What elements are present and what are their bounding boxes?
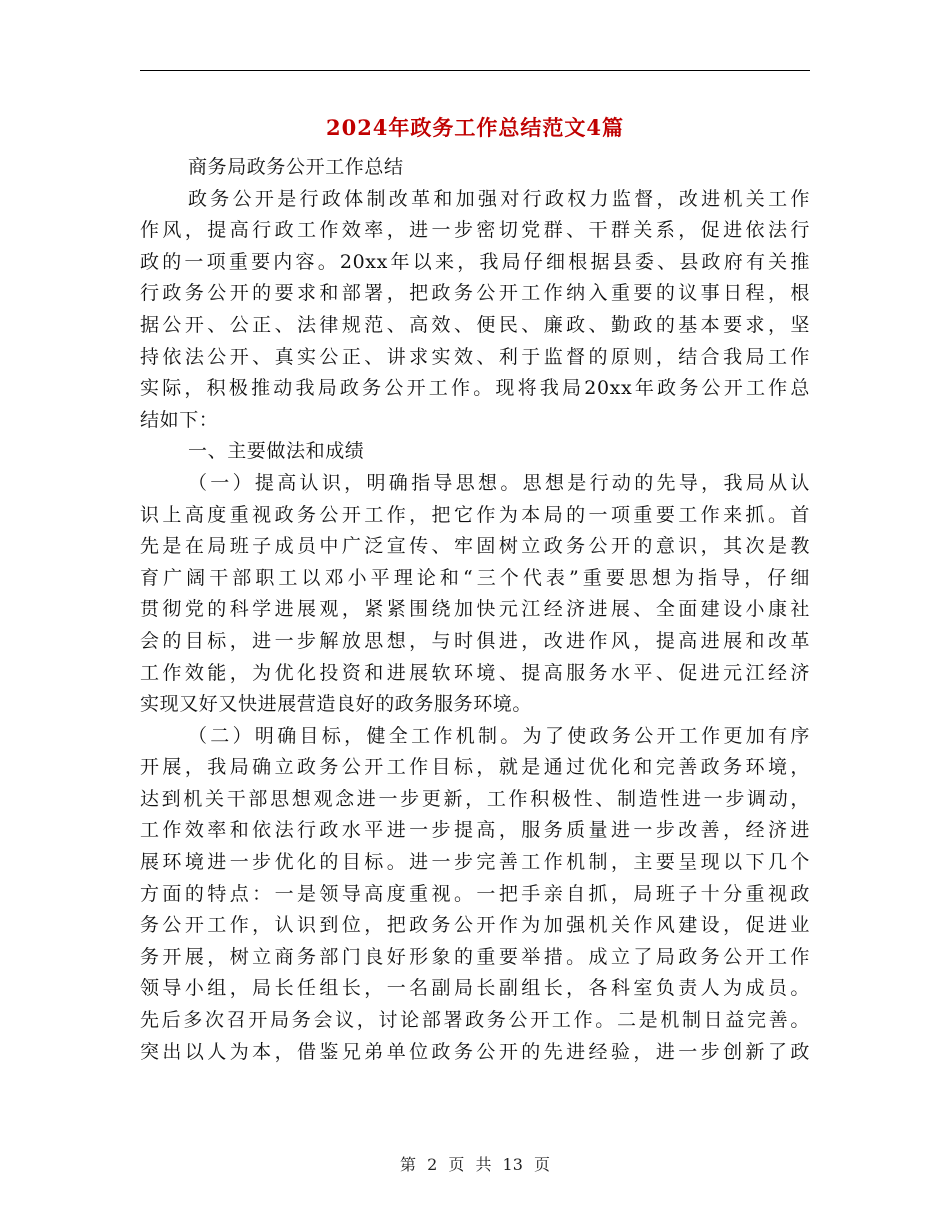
text-line: 据公开、公正、法律规范、高效、便民、廉政、勤政的基本要求，坚	[140, 313, 810, 336]
text-line: 政的一项重要内容。20xx年以来，我局仔细根据县委、县政府有关推	[140, 250, 810, 273]
text-line: 商务局政务公开工作总结	[188, 156, 404, 178]
text-line: 实际，积极推动我局政务公开工作。现将我局20xx年政务公开工作总	[140, 377, 810, 400]
text-line: 突出以人为本，借鉴兄弟单位政务公开的先进经验，进一步创新了政	[140, 1040, 810, 1063]
text-line: 先后多次召开局务会议，讨论部署政务公开工作。二是机制日益完善。	[140, 1009, 810, 1032]
text-line: 达到机关干部思想观念进一步更新，工作积极性、制造性进一步调动，	[140, 787, 810, 810]
text-line: （二）明确目标，健全工作机制。为了使政务公开工作更加有序	[188, 724, 810, 747]
text-line: 结如下：	[140, 408, 219, 431]
text-line: 行政务公开的要求和部署，把政务公开工作纳入重要的议事日程，根	[140, 282, 810, 305]
text-line: 务开展，树立商务部门良好形象的重要举措。成立了局政务公开工作	[140, 945, 810, 968]
text-line: （一）提高认识，明确指导思想。思想是行动的先导，我局从认	[188, 471, 810, 494]
text-line: 会的目标，进一步解放思想，与时俱进，改进作风，提高进展和改革	[140, 629, 810, 652]
text-line: 识上高度重视政务公开工作，把它作为本局的一项重要工作来抓。首	[140, 503, 810, 526]
text-line: 工作效能，为优化投资和进展软环境、提高服务水平、促进元江经济	[140, 661, 810, 684]
text-line: 工作效率和依法行政水平进一步提高，服务质量进一步改善，经济进	[140, 819, 810, 842]
text-line: 开展，我局确立政务公开工作目标，就是通过优化和完善政务环境，	[140, 756, 810, 779]
text-line: 实现又好又快进展营造良好的政务服务环境。	[140, 693, 533, 716]
document-body	[140, 152, 810, 1068]
header-rule	[140, 70, 810, 71]
text-line: 政务公开是行政体制改革和加强对行政权力监督，改进机关工作	[188, 187, 810, 210]
document-title: 2024年政务工作总结范文4篇	[325, 115, 625, 140]
text-line: 先是在局班子成员中广泛宣传、牢固树立政务公开的意识，其次是教	[140, 535, 810, 558]
text-line: 展环境进一步优化的目标。进一步完善工作机制，主要呈现以下几个	[140, 851, 810, 874]
text-line: 育广阔干部职工以邓小平理论和“三个代表”重要思想为指导，仔细	[140, 566, 810, 589]
text-line: 方面的特点：一是领导高度重视。一把手亲自抓，局班子十分重视政	[140, 882, 810, 905]
page-footer: 第 2 页 共 13 页	[400, 1155, 550, 1174]
text-line: 领导小组，局长任组长，一名副局长副组长，各科室负责人为成员。	[140, 977, 810, 1000]
text-line: 一、主要做法和成绩	[188, 440, 365, 463]
text-line: 务公开工作，认识到位，把政务公开作为加强机关作风建设，促进业	[140, 914, 810, 937]
text-line: 持依法公开、真实公正、讲求实效、利于监督的原则，结合我局工作	[140, 345, 810, 368]
text-line: 作风，提高行政工作效率，进一步密切党群、干群关系，促进依法行	[140, 219, 810, 242]
text-line: 贯彻党的科学进展观，紧紧围绕加快元江经济进展、全面建设小康社	[140, 598, 810, 621]
